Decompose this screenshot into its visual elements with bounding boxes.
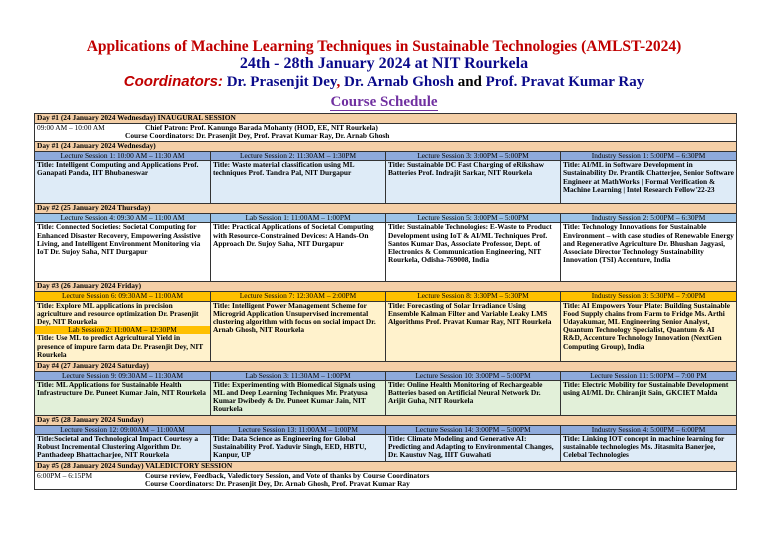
coordinator-separator: and [453, 74, 486, 90]
session-label: Industry Session 4: 5:00PM – 6:00PM [561, 425, 737, 434]
session-cell: Title: Experimenting with Biomedical Signals using ML and Deep Learning Techniques Mr. Pratyusa Kumar Dwibedy & Dr. Puneet Kumar Jain, NIT Rourkela [211, 380, 386, 415]
session-label: Industry Session 2: 5:00PM – 6:30PM [561, 214, 737, 223]
inaugural-session [35, 124, 737, 142]
session-label: Lecture Session 3: 3:00PM – 5:00PM [386, 152, 561, 161]
session-label: Lecture Session 2: 11:30AM – 1:30PM [211, 152, 386, 161]
schedule-table [34, 113, 737, 490]
session-label: Lecture Session 4: 09:30 AM – 11:00 AM [35, 214, 211, 223]
session-label: Industry Session 3: 5:30PM – 7:00PM [561, 292, 737, 301]
valedictory-description: Course review, Feedback, Valedictory Session, and Vote of thanks by Course Coordinators [145, 471, 430, 481]
session-time: 6:00PM – 6:15PM [37, 471, 93, 481]
coordinator-name: Dr. Prasenjit Dey [222, 74, 337, 90]
session-cell: Title:Societal and Technological Impact Courtesy a Robust Incremental Clustering Algorithm Dr. Panthadeep Bhattacharjee, NIT Rourkela [35, 435, 211, 462]
session-cell: Title: Intelligent Computing and Applications Prof. Ganapati Panda, IIT Bhubaneswar [35, 161, 211, 204]
coordinators-label: Coordinators: [123, 73, 223, 90]
session-cell: Title: Waste material classification using ML techniques Prof. Tandra Pal, NIT Durgapur [211, 161, 386, 204]
session-label: Lecture Session 10: 3:00PM – 5:00PM [386, 371, 561, 380]
session-label: Lecture Session 6: 09:30AM – 11:00AM [35, 292, 211, 301]
session-label: Lecture Session 7: 12:30AM – 2:00PM [211, 292, 386, 301]
session-label: Lecture Session 12: 09:00AM – 11:00AM [35, 425, 211, 434]
schedule-heading: Course Schedule [330, 94, 438, 110]
session-cell [35, 301, 211, 361]
session-cell: Title: Sustainable Technologies: E-Waste to Product Development using IoT & AI/ML Techniques Prof. Santos Kumar Das, Associate Professor, Dept. of Electronics & Communication Engineering, NIT Rourkela, Odisha-769008, India [386, 223, 561, 282]
session-label: Lecture Session 1: 10:00 AM – 11:30 AM [35, 152, 211, 161]
session-cell: Title: Intelligent Power Management Scheme for Microgrid Application Unsupervised incremental clustering algorithm with focus on social impact Dr. Arnab Ghosh, NIT Rourkela [211, 301, 386, 361]
course-coordinators: Course Coordinators: Dr. Prasenjit Dey, Prof. Pravat Kumar Ray, Dr. Arnab Ghosh [125, 131, 390, 141]
session-text: Title: Use ML to predict Agricultural Yield in presence of impure farm data Dr. Prasenjit Dey, NIT Rourkela [37, 333, 203, 359]
course-coordinators: Course Coordinators: Dr. Prasenjit Dey, Dr. Arnab Ghosh, Prof. Pravat Kumar Ray [145, 479, 410, 489]
session-label: Lecture Session 13: 11:00AM – 1:00PM [211, 425, 386, 434]
session-cell: Title: Connected Societies: Societal Computing for Enhanced Disaster Recovery, Empowering Assistive Living, and Intelligent Environment Monitoring via IoT Dr. Sujoy Saha, NIT Durgapur [35, 223, 211, 282]
session-cell: Title: ML Applications for Sustainable Health Infrastructure Dr. Puneet Kumar Jain, NIT Rourkela [35, 380, 211, 415]
day-header: Day #5 (28 January 2024 Sunday) [35, 415, 737, 425]
day-header: Day #4 (27 January 2024 Saturday) [35, 361, 737, 371]
coordinators-line [0, 73, 768, 91]
chief-patron: Chief Patron: Prof. Kanungo Barada Mohanty (HOD, EE, NIT Rourkela) [145, 123, 378, 132]
session-cell: Title: Practical Applications of Societal Computing with Resource-Constrained Devices: A Hands-On Approach Dr. Sujoy Saha, NIT Durgapur [211, 223, 386, 282]
session-cell: Title: Electric Mobility for Sustainable Development using AI/ML Dr. Chiranjit Sain, GKCIET Malda [561, 380, 737, 415]
day-header: Day #3 (26 January 2024 Friday) [35, 282, 737, 292]
day-header: Day #1 (24 January 2024 Wednesday) INAUGURAL SESSION [35, 114, 737, 124]
session-label: Lecture Session 14: 3:00PM – 5:00PM [386, 425, 561, 434]
day-header: Day #2 (25 January 2024 Thursday) [35, 204, 737, 214]
coordinator-separator: , [336, 74, 345, 90]
session-cell: Title: Forecasting of Solar Irradiance Using Ensemble Kalman Filter and Variable Leaky LMS Algorithms Prof. Pravat Kumar Ray, NIT Rourkela [386, 301, 561, 361]
session-label: Industry Session 1: 5:00PM – 6:30PM [561, 152, 737, 161]
coordinator-name: Prof. Pravat Kumar Ray [485, 74, 645, 90]
session-label: Lab Session 3: 11:30AM – 1:00PM [211, 371, 386, 380]
session-cell: Title: Sustainable DC Fast Charging of eRikshaw Batteries Prof. Indrajit Sarkar, NIT Rourkela [386, 161, 561, 204]
session-cell: Title: Technology Innovations for Sustainable Environment – with case studies of Renewable Energy and Regenerative Agriculture Dr. Bhushan Jagyasi, Associate Director Technology Sustainability Innovation (TSI) Accenture, India [561, 223, 737, 282]
session-label: Lab Session 1: 11:00AM – 1:00PM [211, 214, 386, 223]
session-label: Lecture Session 5: 3:00PM – 5:00PM [386, 214, 561, 223]
session-cell: Title: Climate Modeling and Generative AI: Predicting and Adapting to Environmental Changes, Dr. Kaustuv Nag, IIIT Guwahati [386, 435, 561, 462]
session-text: Title: Explore ML applications in precision agriculture and resource optimization Dr. Prasenjit Dey, NIT Rourkela [37, 301, 199, 327]
session-cell: Title: Data Science as Engineering for Global Sustainability Prof. Yaduvir Singh, EED, HBTU, Kanpur, UP [211, 435, 386, 462]
coordinator-name: Dr. Arnab Ghosh [344, 74, 454, 90]
event-dates: 24th - 28th January 2024 at NIT Rourkela [239, 55, 529, 72]
session-cell: Title: Linking IOT concept in machine learning for sustainable technologies Ms. Jitasmita Banerjee, Celebal Technologies [561, 435, 737, 462]
day-header: Day #5 (28 January 2024 Sunday) VALEDICTORY SESSION [35, 462, 737, 472]
valedictory-session [35, 472, 737, 490]
day-header: Day #1 (24 January 2024 Wednesday) [35, 142, 737, 152]
session-cell: Title: AI Empowers Your Plate: Building Sustainable Food Supply chains from Farm to Fridge Ms. Arthi Udayakumar, ML Engineering Senior Analyst, Quantum Technology Specialist, Quantum & AI R&D, Accenture Technology Innovation (NextGen Computing Group), India [561, 301, 737, 361]
session-label: Lecture Session 9: 09:30AM – 11:30AM [35, 371, 211, 380]
session-label: Lecture Session 8: 3:30PM – 5:30PM [386, 292, 561, 301]
session-label: Lab Session 2: 11:00AM – 12:30PM [35, 326, 210, 334]
session-cell: Title: Online Health Monitoring of Rechargeable Batteries based on Artificial Neural Network Dr. Arijit Guha, NIT Rourkela [386, 380, 561, 415]
page-title: Applications of Machine Learning Techniques in Sustainable Technologies (AMLST-2024) [86, 38, 682, 55]
session-time: 09:00 AM – 10:00 AM [37, 123, 105, 132]
session-label: Lecture Session 11: 5:00PM – 7:00 PM [561, 371, 737, 380]
session-cell: Title: AI/ML in Software Development in Sustainability Dr. Prantik Chatterjee, Senior Software Engineer at MathWorks | Formal Verification & Machine Learning | Intel Research Fellow'22-23 [561, 161, 737, 204]
